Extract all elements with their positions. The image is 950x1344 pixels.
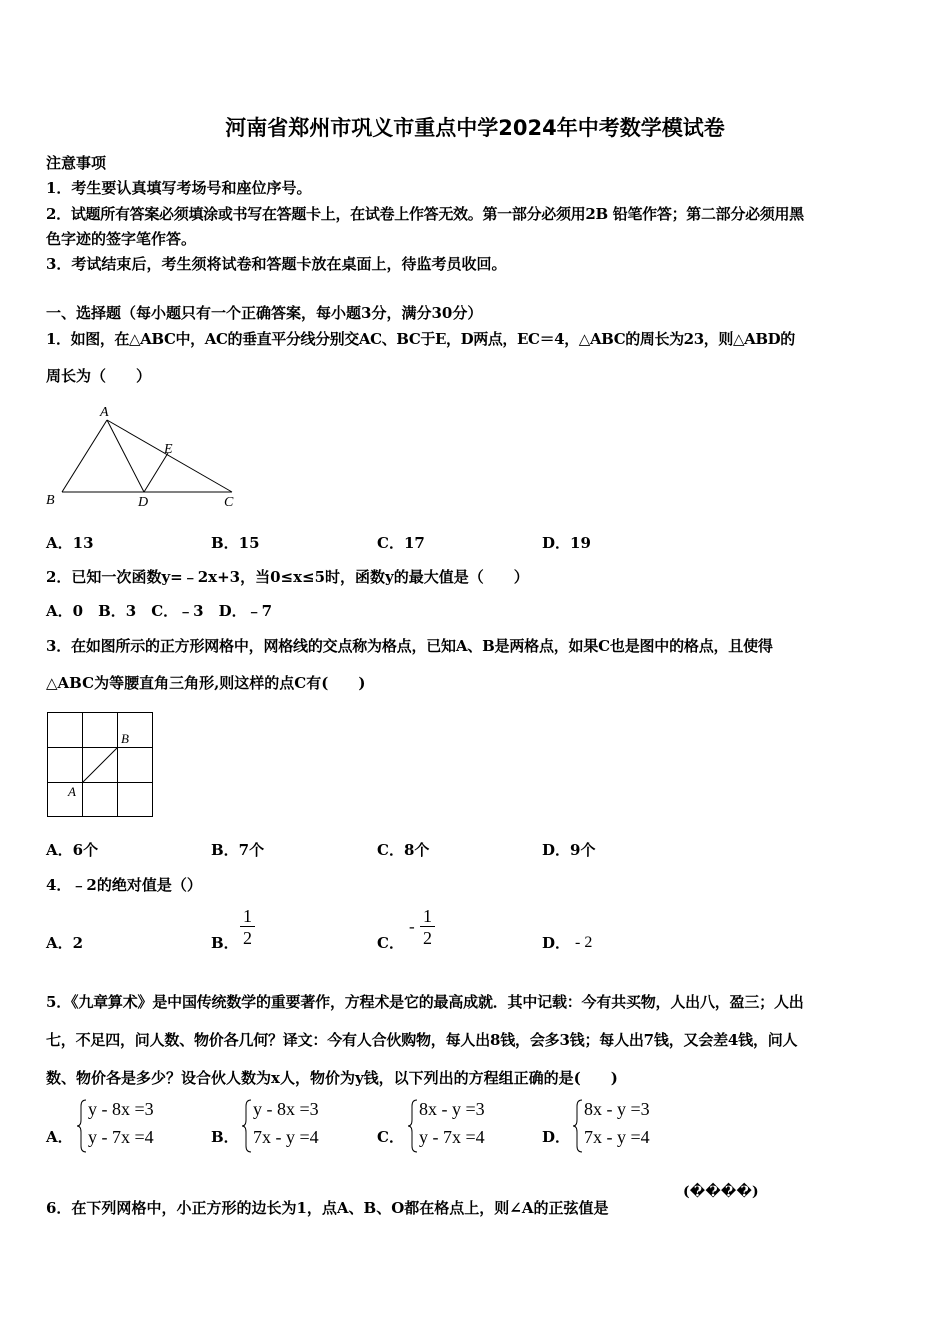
notice-item-2-cont: 色字迹的签字笔作答。 (46, 230, 197, 248)
notice-item-3: 3．考试结束后，考生须将试卷和答题卡放在桌面上，待监考员收回。 (46, 255, 507, 273)
section-heading: 一、选择题（每小题只有一个正确答案，每小题3分，满分30分） (46, 304, 483, 322)
q5-option-a-label: A． (46, 1128, 73, 1146)
q4-option-a: A．2 (46, 934, 84, 952)
page-title: 河南省郑州市巩义市重点中学2024年中考数学模试卷 (225, 116, 725, 140)
q4-option-d-label: D． (542, 934, 571, 952)
q5-option-a-system (76, 1098, 186, 1156)
q5-option-c-eq2: y - 7x =4 (419, 1127, 485, 1147)
notice-item-2: 2．试题所有答案必须填涂或书写在答题卡上，在试卷上作答无效。第一部分必须用2B 铅笔作答；第二部分必须用黑 (46, 205, 804, 223)
q1-option-a: A．13 (46, 534, 94, 552)
q5-option-d-brace (572, 1098, 584, 1154)
q4-option-c-label: C． (377, 934, 404, 952)
q3-option-c: C．8个 (377, 841, 430, 859)
notice-heading: 注意事项 (46, 154, 107, 172)
q5-text-cont-2: 数、物价各是多少？设合伙人数为x人，物价为y钱，以下列出的方程组正确的是( ) (46, 1069, 618, 1087)
q5-option-d-label: D． (542, 1128, 571, 1146)
q1-label-b: B (46, 493, 55, 508)
q5-text: 5．《九章算术》是中国传统数学的重要著作，方程术是它的最高成就．其中记载：今有共买物，人出八，盈三；人出 (46, 993, 804, 1011)
q4-option-b-fraction (240, 906, 255, 949)
q5-option-c-eq1: 8x - y =3 (419, 1099, 485, 1119)
q1-text-cont: 周长为（ ） (46, 367, 152, 385)
q5-option-c-system (407, 1098, 517, 1156)
q3-option-d: D．9个 (542, 841, 596, 859)
q1-option-b: B．15 (211, 534, 260, 552)
q5-option-b-eq2: 7x - y =4 (253, 1127, 319, 1147)
q1-label-e: E (164, 442, 173, 457)
q5-option-c-label: C． (377, 1128, 404, 1146)
q3-text: 3．在如图所示的正方形网格中，网格线的交点称为格点，已知A、B是两格点，如果C也是图中的格点，且使得 (46, 637, 773, 655)
q4-text: 4．﹣2的绝对值是（） (46, 876, 202, 894)
q5-option-d-eq1: 8x - y =3 (584, 1099, 650, 1119)
q5-option-b-system (241, 1098, 351, 1156)
q1-label-a: A (100, 405, 109, 420)
q5-option-d-eq2: 7x - y =4 (584, 1127, 650, 1147)
q4-option-c-denominator: 2 (423, 928, 432, 948)
q1-label-d: D (138, 495, 149, 510)
q4-option-c-fraction (420, 906, 435, 949)
q1-triangle-figure (40, 398, 250, 513)
q5-option-a-eq1: y - 8x =3 (88, 1099, 154, 1119)
q3-grid-figure (44, 708, 158, 822)
q4-option-b-numerator: 1 (240, 906, 255, 927)
q6-text: 6．在下列网格中，小正方形的边长为1，点A、B、O都在格点上，则∠A的正弦值是 (46, 1199, 609, 1217)
q2-options: A．0 B．3 C．﹣3 D．﹣7 (46, 602, 273, 620)
q5-option-c-brace (407, 1098, 419, 1154)
q3-label-b: B (121, 731, 129, 746)
q5-option-b-brace (241, 1098, 253, 1154)
q4-option-d-value: - 2 (575, 934, 593, 951)
q4-option-c-sign: - (409, 917, 415, 936)
q1-option-c: C．17 (377, 534, 425, 552)
q4-option-c-numerator: 1 (420, 906, 435, 927)
q5-option-a-eq2: y - 7x =4 (88, 1127, 154, 1147)
q3-option-a: A．6个 (46, 841, 99, 859)
q5-option-b-eq1: y - 8x =3 (253, 1099, 319, 1119)
notice-item-1: 1．考生要认真填写考场号和座位序号。 (46, 179, 312, 197)
q6-blank: (����) (683, 1184, 759, 1200)
q1-label-c: C (224, 495, 234, 510)
q3-option-b: B．7个 (211, 841, 265, 859)
q5-option-a-brace (76, 1098, 88, 1154)
q3-text-cont: △ABC为等腰直角三角形,则这样的点C有( ) (46, 674, 366, 692)
q5-option-d-system (572, 1098, 682, 1156)
q3-label-a: A (68, 784, 76, 799)
q4-option-b-label: B． (211, 934, 239, 952)
q2-text: 2．已知一次函数y=﹣2x+3，当0≤x≤5时，函数y的最大值是（ ） (46, 568, 529, 586)
q5-text-cont-1: 七，不足四，问人数、物价各几何？译文：今有人合伙购物，每人出8钱，会多3钱；每人出7钱，又会差4钱，问人 (46, 1031, 798, 1049)
q1-option-d: D．19 (542, 534, 591, 552)
q5-option-b-label: B． (211, 1128, 239, 1146)
q4-option-b-denominator: 2 (243, 928, 252, 948)
q1-text: 1．如图，在△ABC中，AC的垂直平分线分别交AC、BC于E，D两点，EC＝4，△ABC的周长为23，则△ABD的 (46, 330, 795, 348)
